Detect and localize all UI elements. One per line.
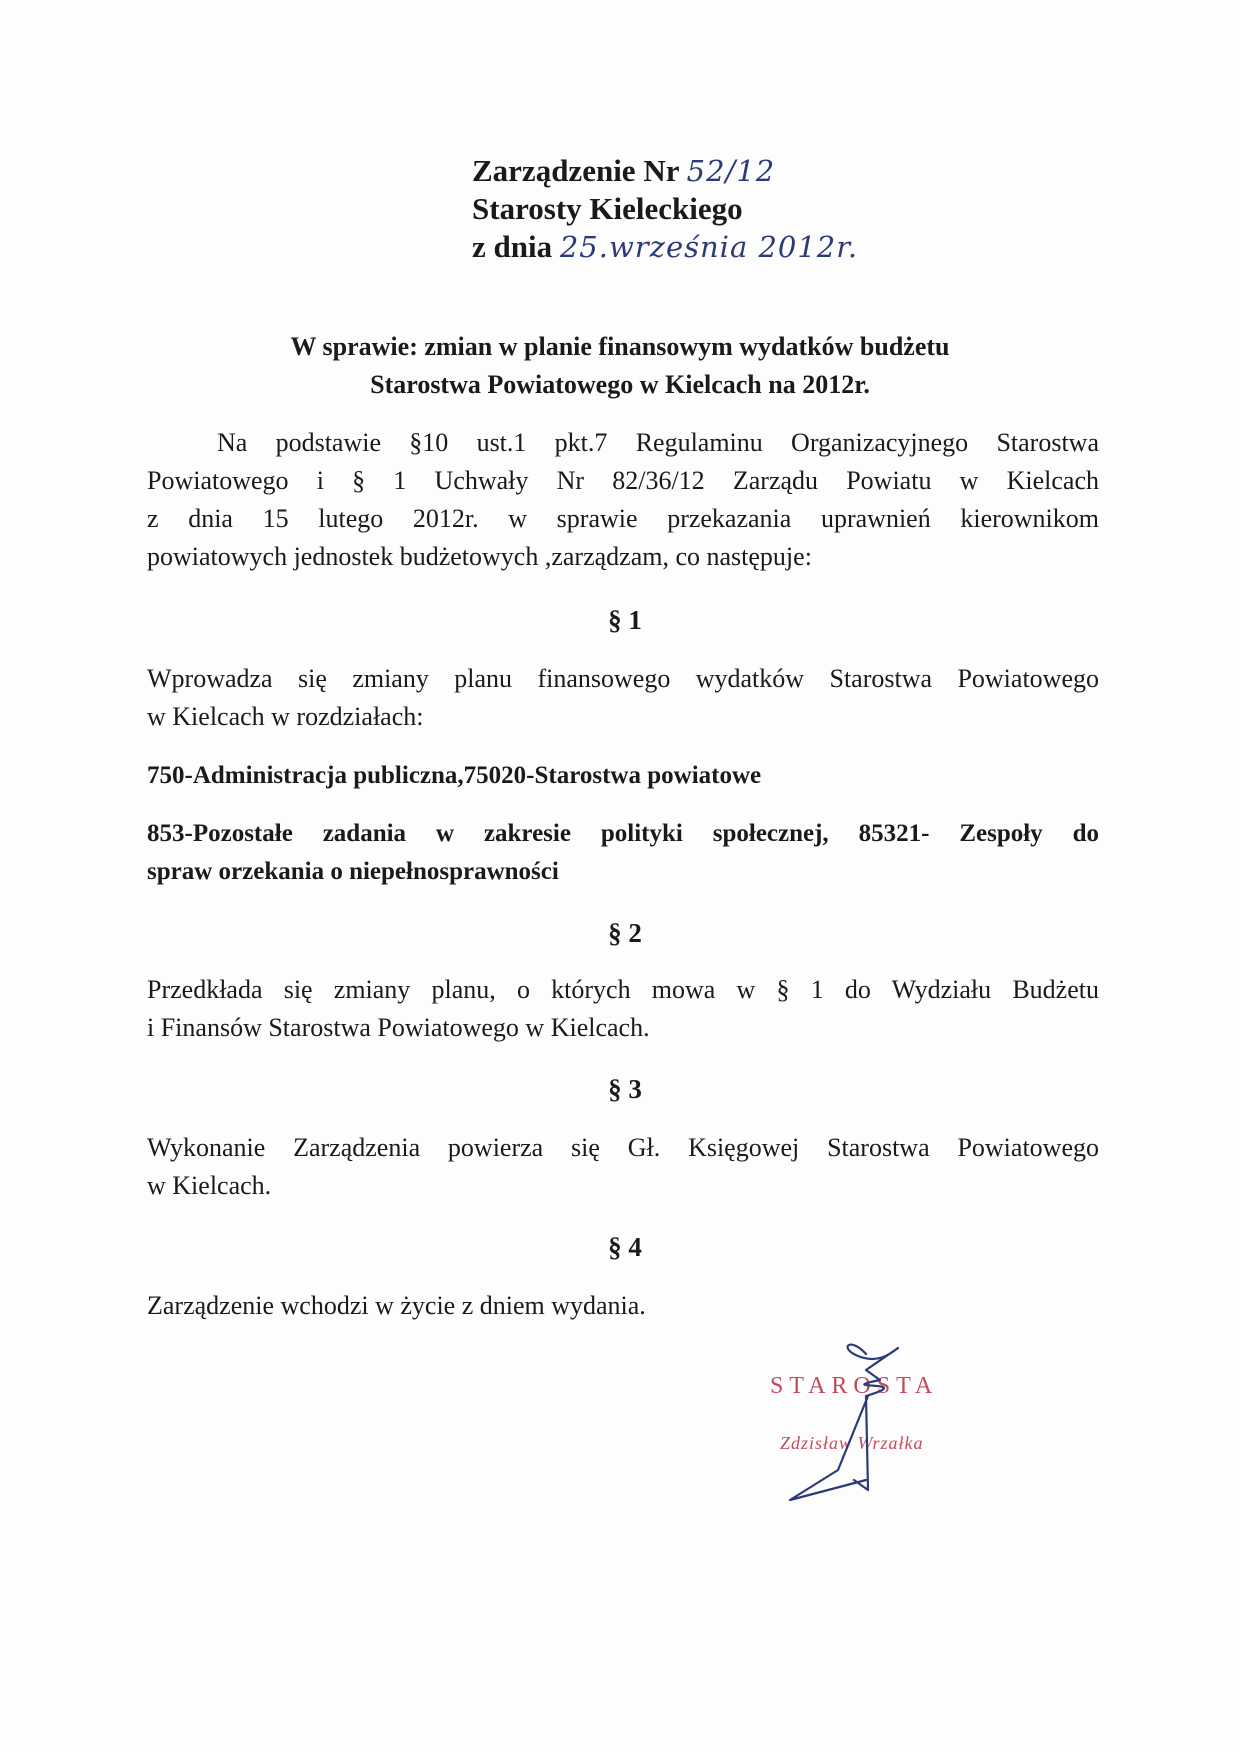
handwritten-date: 25.września 2012r.	[559, 230, 859, 264]
subject-line-2: Starostwa Powiatowego w Kielcach na 2012r.	[370, 370, 870, 399]
preamble-line-1: Na podstawie §10 ust.1 pkt.7 Regulaminu Organizacyjnego Starostwa	[217, 428, 1099, 457]
section-4-line-1: Zarządzenie wchodzi w życie z dniem wydania.	[147, 1291, 646, 1320]
preamble-paragraph	[147, 424, 1099, 576]
subject-line-1: W sprawie: zmian w planie finansowym wydatków budżetu	[290, 332, 950, 361]
preamble-line-4: powiatowych jednostek budżetowych ,zarządzam, co następuje:	[147, 542, 812, 571]
chapter-853	[147, 815, 1099, 891]
section-2-line-1: Przedkłada się zmiany planu, o których mowa w § 1 do Wydziału Budżetu	[147, 975, 1099, 1004]
stamp-name: Zdzisław Wrzałka	[780, 1433, 924, 1453]
section-1-line-2: w Kielcach w rozdziałach:	[147, 702, 424, 731]
section-2-line-2: i Finansów Starostwa Powiatowego w Kielcach.	[147, 1013, 650, 1042]
section-3-line-1: Wykonanie Zarządzenia powierza się Gł. Księgowej Starostwa Powiatowego	[147, 1133, 1099, 1162]
chapter-750: 750-Administracja publiczna,75020-Starostwa powiatowe	[147, 762, 762, 789]
section-3-paragraph	[147, 1129, 1099, 1205]
header-date-prefix: z dnia	[472, 229, 553, 264]
section-mark-2: § 2	[608, 918, 642, 948]
chapter-853-line-2: spraw orzekania o niepełnosprawności	[147, 858, 559, 885]
header-date-line	[472, 228, 858, 266]
signature-icon	[770, 1330, 970, 1510]
preamble-line-2: Powiatowego i § 1 Uchwały Nr 82/36/12 Zarządu Powiatu w Kielcach	[147, 466, 1099, 495]
header-issuer: Starosty Kieleckiego	[472, 191, 743, 226]
section-2-paragraph	[147, 971, 1099, 1047]
header-title-line	[472, 152, 858, 190]
section-mark-4: § 4	[608, 1232, 642, 1262]
section-mark-3: § 3	[608, 1074, 642, 1104]
section-mark-1: § 1	[608, 605, 642, 635]
preamble-line-3: z dnia 15 lutego 2012r. w sprawie przekazania uprawnień kierownikom	[147, 504, 1099, 533]
stamp-title: STAROSTA	[770, 1373, 939, 1399]
chapter-853-line-1: 853-Pozostałe zadania w zakresie polityki społecznej, 85321- Zespoły do	[147, 820, 1099, 847]
section-3-line-2: w Kielcach.	[147, 1171, 272, 1200]
section-1-line-1: Wprowadza się zmiany planu finansowego wydatków Starostwa Powiatowego	[147, 664, 1099, 693]
header-title: Zarządzenie Nr	[472, 153, 679, 188]
document-subject	[150, 328, 1090, 404]
handwritten-number: 52/12	[686, 154, 776, 188]
document-header	[472, 152, 858, 266]
section-4-paragraph	[147, 1287, 1099, 1325]
section-1-paragraph	[147, 660, 1099, 736]
